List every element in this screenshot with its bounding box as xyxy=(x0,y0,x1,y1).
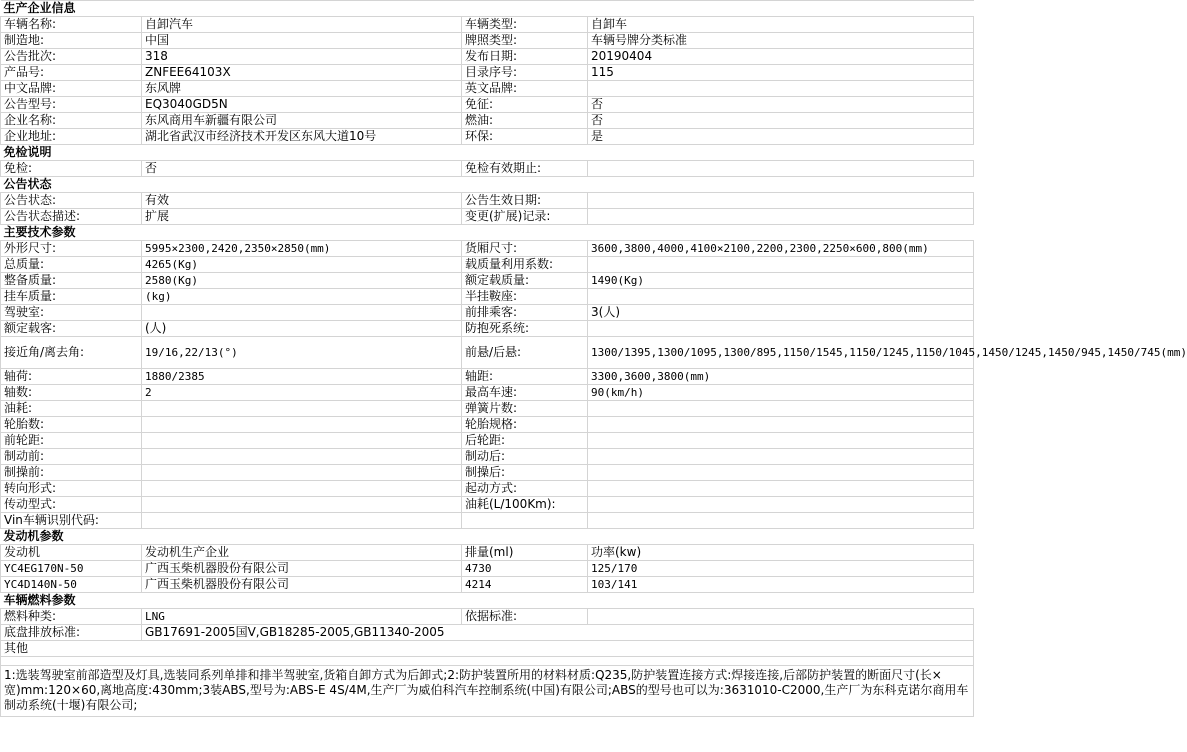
table-cell: 起动方式: xyxy=(462,481,588,497)
table-cell xyxy=(142,433,462,449)
table-row xyxy=(1,481,974,497)
table-cell: 19/16,22/13(°) xyxy=(142,337,462,369)
table-cell: 油耗: xyxy=(1,401,142,417)
table-row xyxy=(1,113,974,129)
table-row xyxy=(1,561,974,577)
table-cell xyxy=(588,481,974,497)
table-row xyxy=(1,129,974,145)
table-cell: 前悬/后悬: xyxy=(462,337,588,369)
table-cell: 318 xyxy=(142,49,462,65)
table-cell: 依据标准: xyxy=(462,609,588,625)
table-cell: LNG xyxy=(142,609,462,625)
table-cell: 3(人) xyxy=(588,305,974,321)
table-cell: YC4EG170N-50 xyxy=(1,561,142,577)
table-cell xyxy=(142,513,462,529)
table-cell: 是 xyxy=(588,129,974,145)
table-cell xyxy=(142,497,462,513)
table-cell: 轴荷: xyxy=(1,369,142,385)
table-cell: 外形尺寸: xyxy=(1,241,142,257)
table-cell: 20190404 xyxy=(588,49,974,65)
section-header-row xyxy=(1,641,974,657)
table-cell: 5995×2300,2420,2350×2850(mm) xyxy=(142,241,462,257)
table-cell xyxy=(142,401,462,417)
table-cell: 发动机 xyxy=(1,545,142,561)
table-row xyxy=(1,161,974,177)
table-cell: 115 xyxy=(588,65,974,81)
table-cell: 底盘排放标准: xyxy=(1,625,142,641)
table-cell: 燃油: xyxy=(462,113,588,129)
table-cell: 前轮距: xyxy=(1,433,142,449)
table-cell: 扩展 xyxy=(142,209,462,225)
table-cell xyxy=(588,81,974,97)
table-cell: 1300/1395,1300/1095,1300/895,1150/1545,1150/1245,1150/1045,1450/1245,1450/945,1450/745(mm) xyxy=(588,337,974,369)
section-title-manufacturer: 生产企业信息 xyxy=(1,1,974,17)
table-cell xyxy=(588,321,974,337)
table-cell: 额定载质量: xyxy=(462,273,588,289)
table-cell: 制动后: xyxy=(462,449,588,465)
table-cell: 免检有效期止: xyxy=(462,161,588,177)
table-cell xyxy=(1,657,974,666)
table-cell: (人) xyxy=(142,321,462,337)
table-cell: 自卸车 xyxy=(588,17,974,33)
section-header-row xyxy=(1,529,974,545)
table-cell: 制操后: xyxy=(462,465,588,481)
table-cell: 最高车速: xyxy=(462,385,588,401)
table-cell: 免检: xyxy=(1,161,142,177)
table-cell xyxy=(588,209,974,225)
table-cell xyxy=(588,513,974,529)
table-cell: 3300,3600,3800(mm) xyxy=(588,369,974,385)
table-cell: 公告型号: xyxy=(1,97,142,113)
table-row xyxy=(1,209,974,225)
table-cell: 企业名称: xyxy=(1,113,142,129)
table-cell: 制造地: xyxy=(1,33,142,49)
table-cell: Vin车辆识别代码: xyxy=(1,513,142,529)
table-cell: 4730 xyxy=(462,561,588,577)
table-cell: 湖北省武汉市经济技术开发区东风大道10号 xyxy=(142,129,462,145)
section-title-tech-params: 主要技术参数 xyxy=(1,225,974,241)
table-cell: 额定载客: xyxy=(1,321,142,337)
table-cell: 变更(扩展)记录: xyxy=(462,209,588,225)
table-cell: 公告状态: xyxy=(1,193,142,209)
table-cell: 环保: xyxy=(462,129,588,145)
table-cell: 中国 xyxy=(142,33,462,49)
table-cell xyxy=(588,289,974,305)
table-cell xyxy=(588,465,974,481)
table-cell: 轴距: xyxy=(462,369,588,385)
table-cell: 4265(Kg) xyxy=(142,257,462,273)
table-cell: 车辆名称: xyxy=(1,17,142,33)
section-title-exemption: 免检说明 xyxy=(1,145,974,161)
table-cell: (kg) xyxy=(142,289,462,305)
table-cell: 发动机生产企业 xyxy=(142,545,462,561)
table-cell: 货厢尺寸: xyxy=(462,241,588,257)
table-cell: 公告批次: xyxy=(1,49,142,65)
table-row xyxy=(1,337,974,369)
table-cell: 后轮距: xyxy=(462,433,588,449)
table-cell: 转向形式: xyxy=(1,481,142,497)
table-cell: EQ3040GD5N xyxy=(142,97,462,113)
section-title-status: 公告状态 xyxy=(1,177,974,193)
table-row xyxy=(1,81,974,97)
table-cell: 3600,3800,4000,4100×2100,2200,2300,2250×600,800(mm) xyxy=(588,241,974,257)
table-cell: 防抱死系统: xyxy=(462,321,588,337)
table-cell: 油耗(L/100Km): xyxy=(462,497,588,513)
table-cell: 车辆号牌分类标准 xyxy=(588,33,974,49)
table-row xyxy=(1,305,974,321)
table-row xyxy=(1,273,974,289)
table-cell: 排量(ml) xyxy=(462,545,588,561)
table-row xyxy=(1,65,974,81)
table-row xyxy=(1,465,974,481)
table-row xyxy=(1,433,974,449)
table-cell: 制操前: xyxy=(1,465,142,481)
table-row xyxy=(1,257,974,273)
table-cell: 有效 xyxy=(142,193,462,209)
table-row xyxy=(1,49,974,65)
table-cell: 弹簧片数: xyxy=(462,401,588,417)
table-cell xyxy=(588,497,974,513)
table-cell: 牌照类型: xyxy=(462,33,588,49)
table-cell: 总质量: xyxy=(1,257,142,273)
table-cell xyxy=(588,449,974,465)
table-cell: 免征: xyxy=(462,97,588,113)
table-cell: 公告状态描述: xyxy=(1,209,142,225)
table-cell: 挂车质量: xyxy=(1,289,142,305)
table-cell: 公告生效日期: xyxy=(462,193,588,209)
table-cell: 广西玉柴机器股份有限公司 xyxy=(142,577,462,593)
section-title-other: 其他 xyxy=(1,641,974,657)
section-header-row xyxy=(1,1,974,17)
table-row xyxy=(1,97,974,113)
table-cell: 中文品牌: xyxy=(1,81,142,97)
table-cell xyxy=(588,193,974,209)
table-cell xyxy=(588,401,974,417)
section-header-row xyxy=(1,177,974,193)
table-row xyxy=(1,513,974,529)
table-cell: 传动型式: xyxy=(1,497,142,513)
table-row xyxy=(1,321,974,337)
table-cell: 1490(Kg) xyxy=(588,273,974,289)
section-header-row xyxy=(1,593,974,609)
table-cell xyxy=(142,465,462,481)
notes-text: 1:选装驾驶室前部造型及灯具,选装同系列单排和排半驾驶室,货箱自卸方式为后卸式;2:防护装置所用的材料材质:Q235,防护装置连接方式:焊接连接,后部防护装置的断面尺寸(长×宽)mm:120×60,离地高度:430mm;3装ABS,型号为:ABS-E 4S/4M,生产厂为威伯科汽车控制系统(中国)有限公司;ABS的型号也可以为:3631010-C2000,生产厂为东科克诺尔商用车制动系统(十堰)有限公司; xyxy=(1,666,974,717)
notes-row xyxy=(1,666,974,717)
table-row xyxy=(1,417,974,433)
table-cell: 轮胎规格: xyxy=(462,417,588,433)
table-cell: 2580(Kg) xyxy=(142,273,462,289)
table-cell: 否 xyxy=(588,113,974,129)
table-cell: GB17691-2005国Ⅴ,GB18285-2005,GB11340-2005 xyxy=(142,625,974,641)
table-cell: 否 xyxy=(142,161,462,177)
table-cell: 轮胎数: xyxy=(1,417,142,433)
table-cell: YC4D140N-50 xyxy=(1,577,142,593)
table-cell: 1880/2385 xyxy=(142,369,462,385)
table-cell: 东风商用车新疆有限公司 xyxy=(142,113,462,129)
table-cell: 125/170 xyxy=(588,561,974,577)
table-cell xyxy=(588,609,974,625)
table-cell xyxy=(588,257,974,273)
table-cell xyxy=(142,305,462,321)
table-cell: 功率(kw) xyxy=(588,545,974,561)
table-cell: 东风牌 xyxy=(142,81,462,97)
table-cell: 2 xyxy=(142,385,462,401)
table-row xyxy=(1,497,974,513)
section-header-row xyxy=(1,225,974,241)
table-cell: 产品号: xyxy=(1,65,142,81)
table-cell: 否 xyxy=(588,97,974,113)
table-cell: 载质量利用系数: xyxy=(462,257,588,273)
table-row xyxy=(1,385,974,401)
table-row xyxy=(1,33,974,49)
table-row xyxy=(1,449,974,465)
table-cell: 4214 xyxy=(462,577,588,593)
table-cell: 半挂鞍座: xyxy=(462,289,588,305)
table-row xyxy=(1,241,974,257)
table-cell: 企业地址: xyxy=(1,129,142,145)
table-cell: 90(km/h) xyxy=(588,385,974,401)
table-cell: 发布日期: xyxy=(462,49,588,65)
table-cell: 自卸汽车 xyxy=(142,17,462,33)
table-cell: 燃料种类: xyxy=(1,609,142,625)
table-cell xyxy=(142,449,462,465)
table-cell xyxy=(588,161,974,177)
table-cell xyxy=(142,481,462,497)
section-title-fuel: 车辆燃料参数 xyxy=(1,593,974,609)
table-cell xyxy=(588,433,974,449)
table-cell: 英文品牌: xyxy=(462,81,588,97)
table-row xyxy=(1,17,974,33)
section-header-row xyxy=(1,145,974,161)
table-cell: 制动前: xyxy=(1,449,142,465)
table-row xyxy=(1,577,974,593)
table-row xyxy=(1,369,974,385)
table-cell: 驾驶室: xyxy=(1,305,142,321)
table-row xyxy=(1,625,974,641)
table-cell: ZNFEE64103X xyxy=(142,65,462,81)
table-cell: 接近角/离去角: xyxy=(1,337,142,369)
table-cell: 目录序号: xyxy=(462,65,588,81)
table-row xyxy=(1,401,974,417)
table-cell: 103/141 xyxy=(588,577,974,593)
section-title-engine: 发动机参数 xyxy=(1,529,974,545)
table-cell: 车辆类型: xyxy=(462,17,588,33)
table-cell xyxy=(462,513,588,529)
table-cell: 整备质量: xyxy=(1,273,142,289)
table-cell: 前排乘客: xyxy=(462,305,588,321)
table-cell: 轴数: xyxy=(1,385,142,401)
table-cell xyxy=(588,417,974,433)
table-row xyxy=(1,609,974,625)
engine-header-row xyxy=(1,545,974,561)
table-row xyxy=(1,289,974,305)
table-cell: 广西玉柴机器股份有限公司 xyxy=(142,561,462,577)
table-row xyxy=(1,193,974,209)
table-cell xyxy=(142,417,462,433)
